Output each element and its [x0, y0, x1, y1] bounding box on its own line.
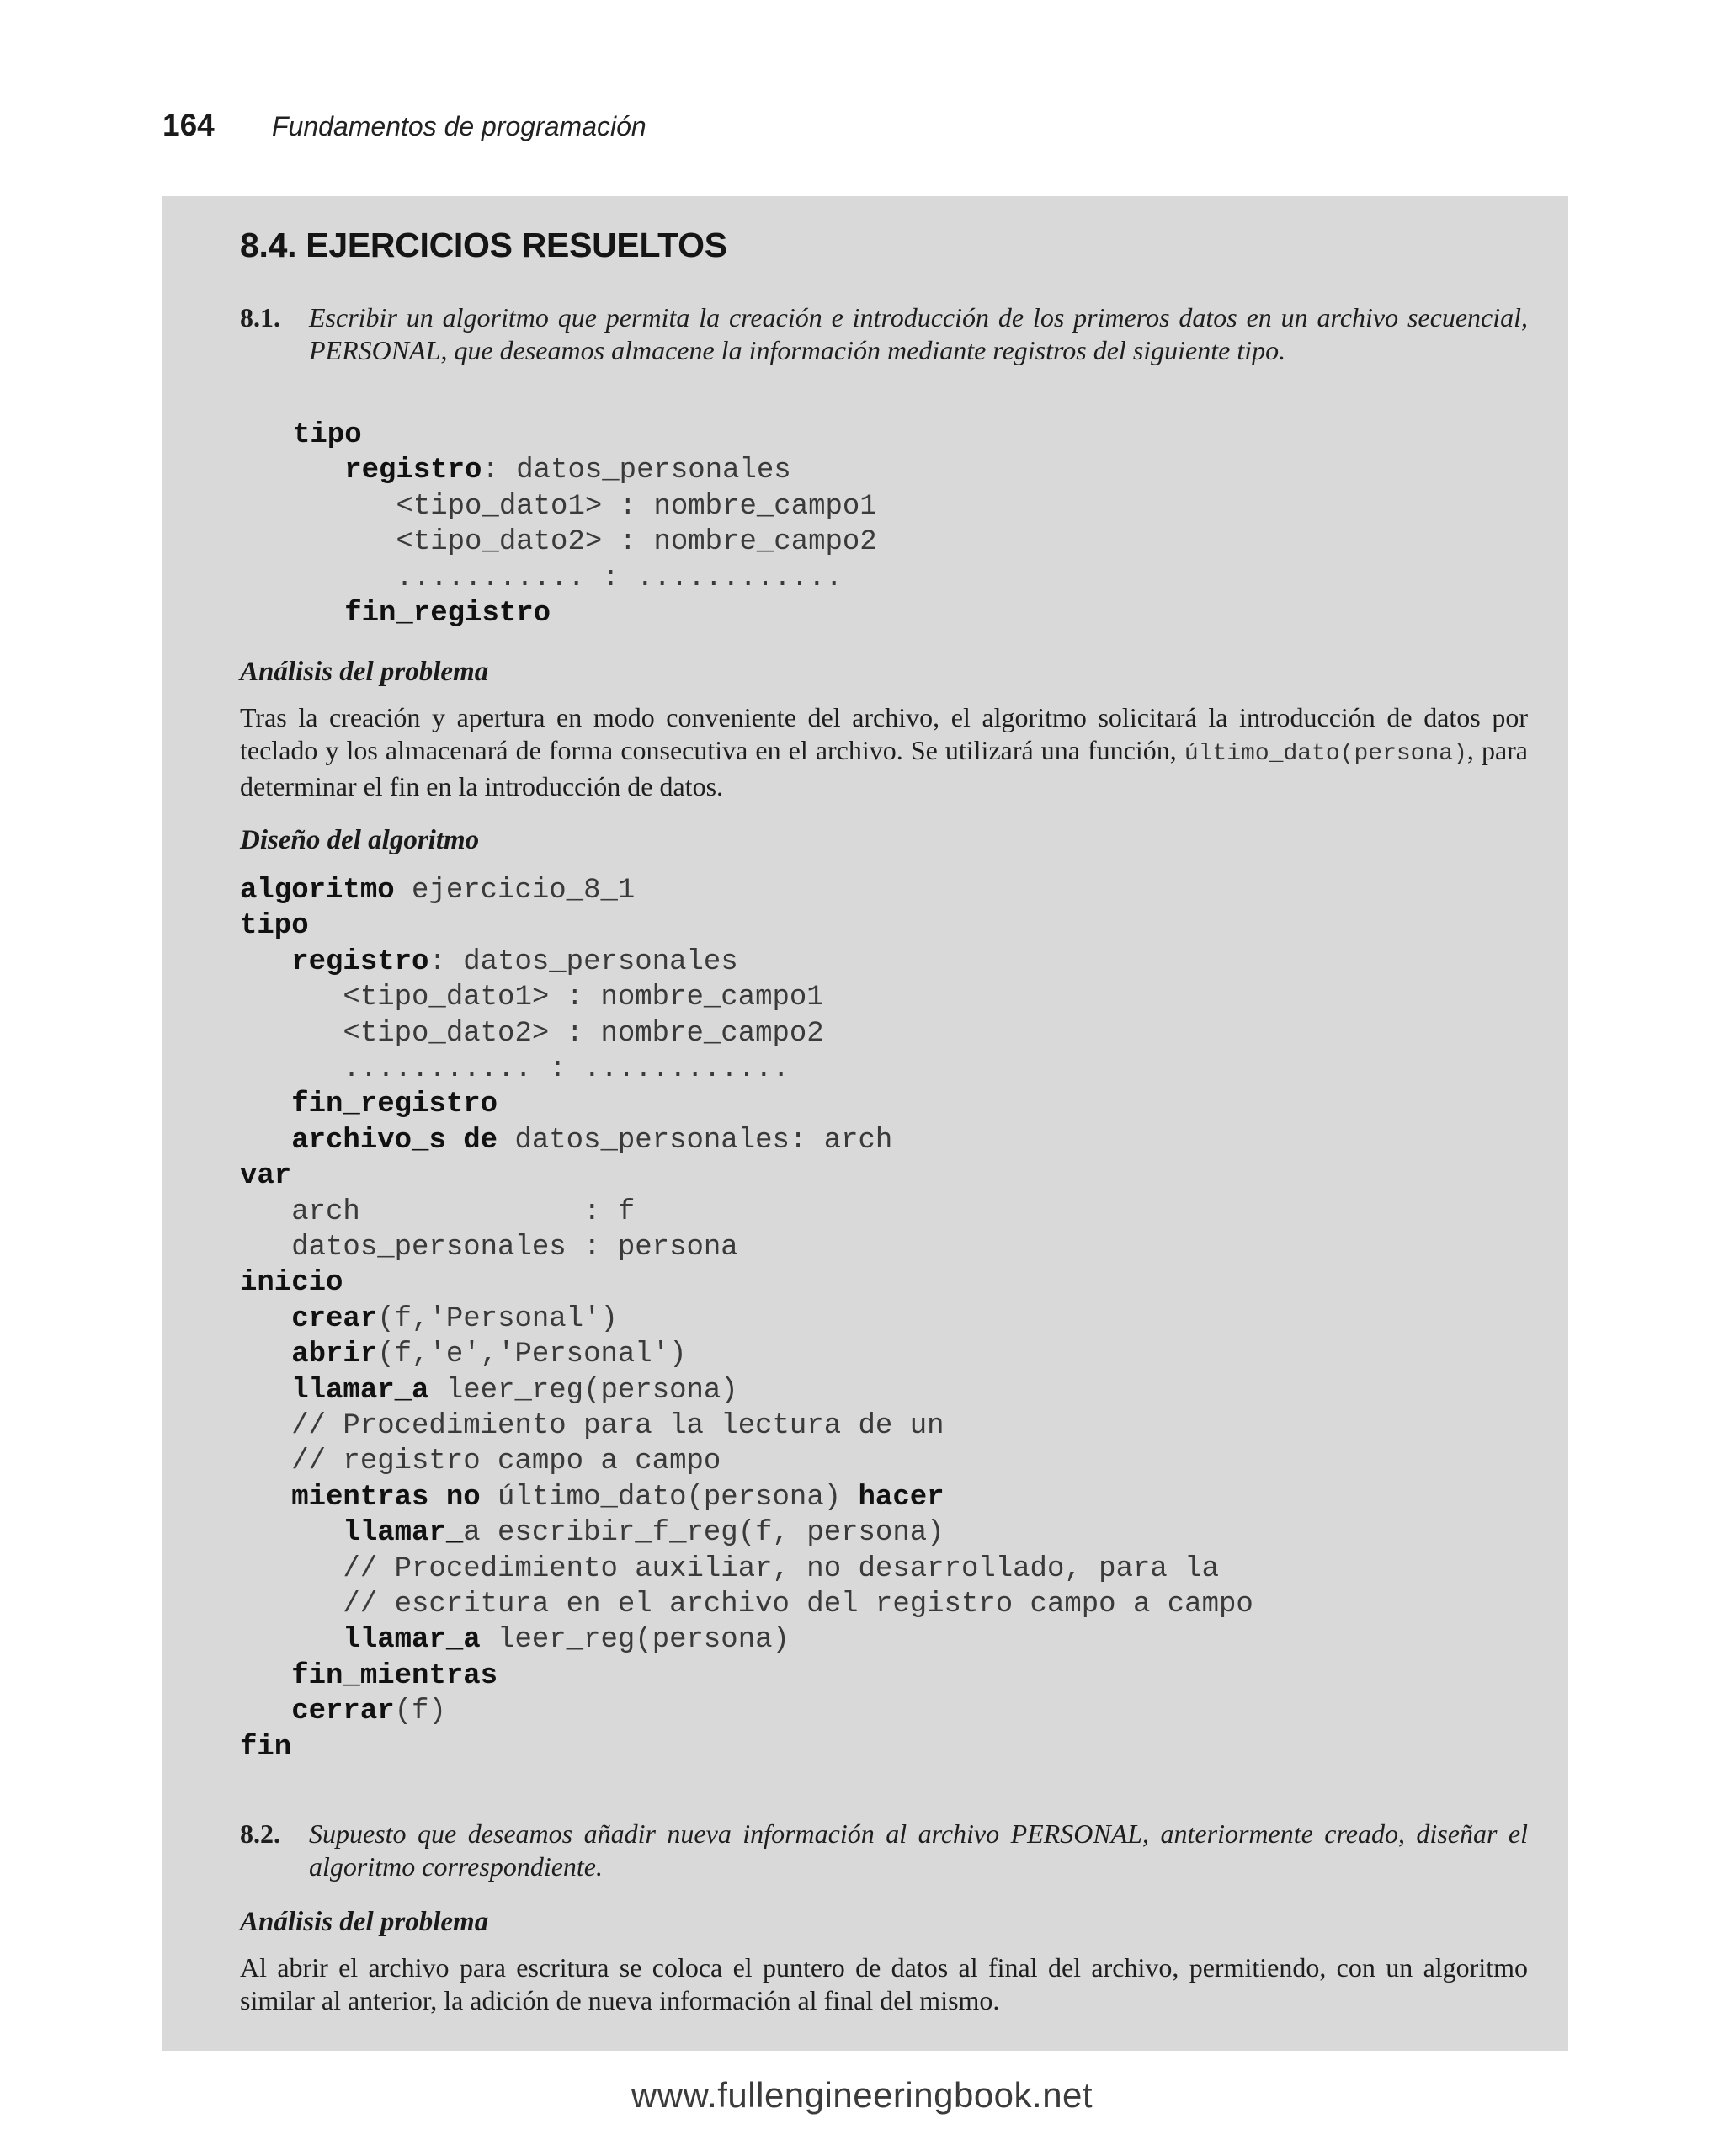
code-text: [240, 1303, 291, 1335]
code-text: // escritura en el archivo del registro campo a campo: [240, 1589, 1253, 1621]
code-line: [293, 418, 362, 453]
code-line: [240, 1302, 618, 1337]
code-line: [240, 1265, 343, 1301]
code-line: [240, 1515, 944, 1551]
code-keyword: cerrar: [291, 1696, 395, 1728]
code-text: datos_personales: arch: [498, 1124, 893, 1157]
code-line: [240, 908, 309, 944]
analysis-text-end: , para determinar el fin en la introducción de datos.: [240, 735, 1529, 801]
code-keyword: mientras no: [291, 1481, 481, 1514]
code-text: [240, 1375, 291, 1407]
code-text: // registro campo a campo: [240, 1445, 721, 1478]
analysis-text-start: Tras la creación y apertura en modo conveniente del archivo, el algoritmo solicitará la introducción de datos por teclado y los almacenará de forma consecutiva en el archivo. Se utilizará una función,: [240, 702, 1528, 765]
code-line: [240, 980, 824, 1015]
code-text: [240, 1660, 291, 1692]
code-text: [240, 946, 291, 978]
code-text: [240, 1339, 291, 1371]
code-line: [240, 1016, 824, 1051]
code-line: [240, 1730, 291, 1765]
code-text: <tipo_dato1> : nombre_campo1: [293, 490, 877, 523]
exercise-number: 8.2.: [240, 1818, 280, 1849]
code-line: [240, 1158, 291, 1194]
code-line: [293, 489, 877, 524]
code-keyword: crear: [291, 1302, 378, 1335]
code-text: arch : f: [240, 1195, 636, 1228]
code-text: (f,'e','Personal'): [377, 1339, 687, 1371]
section-heading: 8.4. EJERCICIOS RESUELTOS: [240, 226, 727, 264]
code-keyword: tipo: [240, 910, 309, 943]
code-text: (f,'Personal'): [377, 1302, 618, 1335]
analysis-heading-8-2: Análisis del problema: [240, 1907, 489, 1937]
code-text: <tipo_dato2> : nombre_campo2: [240, 1017, 824, 1050]
code-keyword: abrir: [291, 1339, 378, 1371]
code-line: [240, 1373, 738, 1408]
exercise-number: 8.1.: [240, 302, 280, 333]
code-line: [240, 1694, 446, 1729]
code-line: [240, 1337, 687, 1372]
code-text: <tipo_dato2> : nombre_campo2: [293, 526, 877, 559]
analysis-paragraph-8-1: [240, 701, 1528, 803]
code-text: // Procedimiento para la lectura de un: [240, 1410, 944, 1442]
code-text: // Procedimiento auxiliar, no desarrollado, para la: [240, 1552, 1219, 1585]
code-text: (f): [394, 1696, 446, 1728]
page-number: 164: [162, 108, 215, 142]
code-line: [240, 1622, 790, 1658]
code-text: : datos_personales: [482, 455, 791, 487]
design-heading-8-1: Diseño del algoritmo: [240, 825, 480, 855]
code-line: [240, 1587, 1253, 1622]
code-text: leer_reg(persona): [480, 1624, 790, 1657]
code-line: [240, 1658, 498, 1694]
code-keyword: inicio: [240, 1267, 343, 1300]
code-line: [293, 561, 843, 596]
code-keyword: fin: [240, 1731, 292, 1764]
exercise-text: Supuesto que deseamos añadir nueva información al archivo PERSONAL, anteriormente creado, diseñar el algoritmo correspondiente.: [309, 1818, 1528, 1882]
code-line: [293, 524, 877, 560]
book-title: Fundamentos de programación: [272, 111, 646, 141]
code-text: ejercicio_8_1: [394, 875, 636, 907]
code-keyword: registro: [291, 945, 429, 978]
code-line: [240, 1195, 635, 1230]
code-line: [293, 453, 791, 488]
code-text: [293, 598, 344, 630]
code-text: leer_reg(persona): [428, 1374, 738, 1407]
code-line: [240, 1408, 944, 1444]
exercise-8-1-statement: [240, 301, 1528, 367]
code-keyword: llamar_a: [291, 1374, 429, 1407]
code-keyword: fin_registro: [291, 1089, 498, 1121]
code-line: [240, 873, 635, 908]
code-text: : datos_personales: [428, 945, 738, 978]
footer-url: www.fullengineeringbook.net: [631, 2075, 1093, 2115]
code-text: [240, 1089, 291, 1121]
code-keyword: llamar_a: [343, 1624, 481, 1657]
exercise-text: Escribir un algoritmo que permita la creación e introducción de los primeros datos en un archivo secuencial, PERSONAL, que deseamos almacene la información mediante registros del siguiente tipo.: [309, 302, 1528, 365]
code-keyword: fin_mientras: [291, 1659, 498, 1692]
code-line: [240, 1552, 1219, 1587]
code-line: [293, 596, 551, 631]
code-line: [240, 1051, 790, 1087]
code-text: <tipo_dato1> : nombre_campo1: [240, 982, 824, 1014]
code-line: [240, 1230, 738, 1265]
analysis-paragraph-8-2: Al abrir el archivo para escritura se coloca el puntero de datos al final del archivo, permitiendo, con un algoritmo similar al anterior, la adición de nueva información al final del mismo.: [240, 1952, 1528, 2015]
code-keyword: llamar_: [343, 1517, 464, 1550]
code-text: último_dato(persona): [480, 1481, 859, 1514]
analysis-inline-code: último_dato(persona): [1184, 741, 1467, 767]
code-keyword: fin_registro: [344, 598, 551, 630]
code-keyword: archivo_s de: [291, 1124, 498, 1157]
code-text: datos_personales : persona: [240, 1232, 738, 1264]
code-text: [240, 1696, 291, 1727]
code-text: [240, 1125, 291, 1157]
code-keyword: algoritmo: [240, 875, 395, 907]
analysis-heading-8-1: Análisis del problema: [240, 657, 489, 687]
code-text: [240, 1482, 291, 1514]
code-text: ........... : ............: [293, 562, 843, 594]
code-keyword: registro: [344, 455, 482, 487]
code-line: [240, 1480, 944, 1515]
code-line: [240, 945, 738, 980]
exercise-8-2-statement: [240, 1818, 1528, 1883]
code-text: a escribir_f_reg(f, persona): [463, 1517, 944, 1550]
code-keyword: tipo: [293, 419, 362, 451]
code-text: [293, 455, 344, 487]
code-line: [240, 1087, 498, 1122]
code-text: [240, 1624, 343, 1656]
code-line: [240, 1123, 892, 1158]
code-text: ........... : ............: [240, 1053, 790, 1085]
code-text: [240, 1517, 343, 1549]
code-keyword: var: [240, 1160, 292, 1193]
code-line: [240, 1444, 721, 1479]
code-keyword: hacer: [858, 1481, 944, 1514]
running-head: [162, 108, 646, 150]
